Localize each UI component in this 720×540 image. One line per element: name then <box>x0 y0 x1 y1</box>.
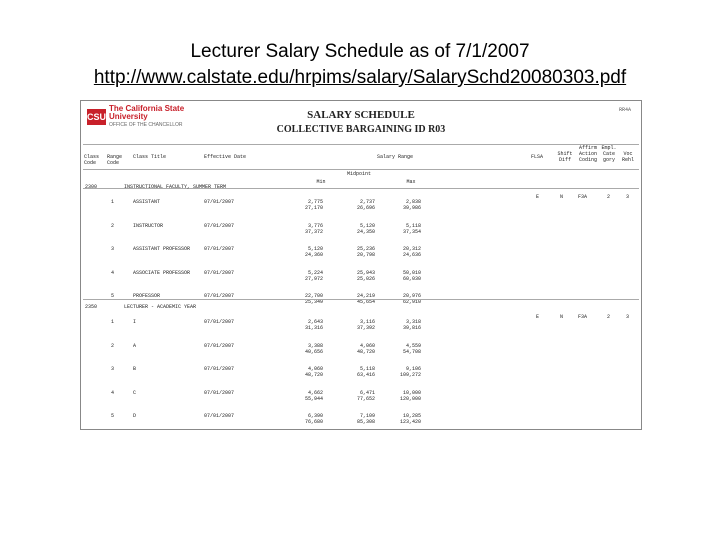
header-effective-date: Effective Date <box>204 154 247 160</box>
salary-min: 4,060 <box>307 366 323 372</box>
header-shift-diff: Shift Diff <box>557 151 573 163</box>
salary-max: 9,106 <box>405 366 421 372</box>
header-empl-category: Empl. Cate gory <box>601 145 617 163</box>
salary-max: 10,000 <box>402 389 421 396</box>
range-code: 4 <box>111 389 115 396</box>
range-code: 2 <box>111 342 115 349</box>
salary-mid-annual: 63,416 <box>356 372 375 378</box>
salary-min: 22,700 <box>304 293 323 299</box>
salary-min: 5,120 <box>307 246 323 252</box>
flsa-value: E <box>536 194 540 200</box>
class-title: B <box>133 366 137 372</box>
effective-date: 07/01/2007 <box>204 413 235 419</box>
schedule-heading: SALARY SCHEDULE <box>307 109 415 121</box>
salary-max-annual: 37,354 <box>402 228 421 235</box>
header-max: Max <box>406 179 416 185</box>
salary-min-annual: 40,656 <box>304 348 323 355</box>
range-code: 3 <box>111 366 115 372</box>
slide-title: Lecturer Salary Schedule as of 7/1/2007 <box>190 41 530 62</box>
salary-max-annual: 120,000 <box>399 395 421 402</box>
salary-min-annual: 55,944 <box>304 395 323 402</box>
salary-mid-annual: 20,798 <box>356 252 375 258</box>
class-code: 2350 <box>85 304 98 310</box>
salary-min-annual: 31,316 <box>304 325 323 331</box>
salary-max-annual: 60,030 <box>402 275 421 282</box>
salary-max-annual: 39,816 <box>402 325 421 331</box>
affirm-action-value: F3A <box>578 194 588 200</box>
header-range-code: Range Code <box>107 154 123 166</box>
salary-min-annual: 24,360 <box>304 252 323 258</box>
salary-mid: 5,118 <box>359 366 375 372</box>
effective-date: 07/01/2007 <box>204 389 235 396</box>
header-salary-range: Salary Range <box>377 154 414 160</box>
effective-date: 07/01/2007 <box>204 342 235 349</box>
salary-min-annual: 76,680 <box>304 419 323 425</box>
shift-diff-value: N <box>560 194 564 200</box>
effective-date: 07/01/2007 <box>204 319 235 325</box>
range-code: 5 <box>111 413 115 419</box>
salary-min-annual: 37,372 <box>304 228 323 235</box>
salary-mid: 5,120 <box>359 222 375 229</box>
class-title: ASSOCIATE PROFESSOR <box>133 269 191 276</box>
salary-mid: 2,737 <box>359 199 375 205</box>
salary-mid-annual: 85,308 <box>356 419 375 425</box>
class-title: A <box>133 342 137 349</box>
effective-date: 07/01/2007 <box>204 222 235 229</box>
salary-min: 3,388 <box>307 342 323 349</box>
salary-min: 4,662 <box>307 389 323 396</box>
effective-date: 07/01/2007 <box>204 269 235 276</box>
salary-max-annual: 123,420 <box>399 419 421 425</box>
salary-min-annual: 27,170 <box>304 205 323 211</box>
class-title: D <box>133 413 137 419</box>
salary-min-annual: 25,349 <box>304 299 323 305</box>
affirm-action-value: F3A <box>578 314 588 320</box>
effective-date: 07/01/2007 <box>204 199 235 205</box>
schedule-pdf-link[interactable]: http://www.calstate.edu/hrpims/salary/SalarySchd20080303.pdf <box>93 67 627 88</box>
salary-mid-annual: 37,392 <box>356 325 375 331</box>
range-code: 1 <box>111 319 115 325</box>
flsa-value: E <box>536 314 540 320</box>
effective-date: 07/01/2007 <box>204 246 235 252</box>
salary-max-annual: 62,910 <box>402 299 421 305</box>
range-code: 4 <box>111 269 115 276</box>
shift-diff-value: N <box>560 314 564 320</box>
salary-max-annual: 54,708 <box>402 348 421 355</box>
salary-mid: 7,109 <box>359 413 375 419</box>
salary-max: 20,976 <box>402 293 421 299</box>
class-title: ASSISTANT PROFESSOR <box>133 246 191 252</box>
csu-logo <box>87 104 199 128</box>
salary-max: 10,285 <box>402 413 421 419</box>
class-group-title: INSTRUCTIONAL FACULTY, SUMMER TERM <box>124 184 227 190</box>
salary-min-annual: 27,972 <box>304 275 323 282</box>
salary-max: 5,118 <box>405 222 421 229</box>
salary-min-annual: 48,720 <box>304 372 323 378</box>
header-affirm-action: Affirm Action Coding <box>578 145 597 163</box>
table-rule <box>83 169 639 170</box>
table-rule <box>83 144 639 145</box>
table-rule <box>83 299 639 300</box>
salary-max: 50,010 <box>402 269 421 276</box>
salary-min: 2,643 <box>307 319 323 325</box>
class-title: PROFESSOR <box>133 293 161 299</box>
salary-mid-annual: 77,652 <box>356 395 375 402</box>
csu-logo-name: The California State University <box>109 104 185 121</box>
salary-mid-annual: 24,350 <box>356 228 375 235</box>
salary-mid-annual: 25,026 <box>356 275 375 282</box>
salary-min: 6,390 <box>307 413 323 419</box>
salary-mid-annual: 45,654 <box>356 299 375 305</box>
class-title: ASSISTANT <box>133 199 161 205</box>
salary-schedule-document <box>80 100 642 430</box>
range-code: 5 <box>111 293 115 299</box>
salary-max: 2,838 <box>405 199 421 205</box>
header-flsa: FLSA <box>531 154 544 160</box>
document-ref-code: RR4A <box>618 107 631 113</box>
salary-mid-annual: 26,696 <box>356 205 375 211</box>
header-midpoint: Midpoint <box>346 171 371 177</box>
salary-max-annual: 109,272 <box>399 372 421 378</box>
effective-date: 07/01/2007 <box>204 293 235 299</box>
class-title: C <box>133 389 137 396</box>
csu-logo-badge: CSU <box>87 109 106 125</box>
voc-rehab-value: 3 <box>626 314 630 320</box>
range-code: 1 <box>111 199 115 205</box>
range-code: 3 <box>111 246 115 252</box>
salary-max-annual: 24,636 <box>402 252 421 258</box>
header-voc-rehab: Voc Rehl <box>621 151 634 163</box>
salary-max: 3,318 <box>405 319 421 325</box>
salary-mid: 25,943 <box>356 269 375 276</box>
salary-mid: 4,060 <box>359 342 375 349</box>
range-code: 2 <box>111 222 115 229</box>
header-class-title: Class Title <box>133 154 167 160</box>
voc-rehab-value: 3 <box>626 194 630 200</box>
class-code: 2300 <box>85 184 98 190</box>
salary-mid: 24,219 <box>356 293 375 299</box>
salary-mid: 25,236 <box>356 246 375 252</box>
salary-min: 3,776 <box>307 222 323 229</box>
empl-category-value: 2 <box>607 314 611 320</box>
empl-category-value: 2 <box>607 194 611 200</box>
csu-logo-office: OFFICE OF THE CHANCELLOR <box>109 122 183 128</box>
header-class-code: Class Code <box>84 154 100 166</box>
salary-mid: 6,471 <box>359 389 375 396</box>
bargaining-unit-heading: COLLECTIVE BARGAINING ID R03 <box>276 124 446 135</box>
effective-date: 07/01/2007 <box>204 366 235 372</box>
salary-mid: 3,116 <box>359 319 375 325</box>
class-title: I <box>133 319 137 325</box>
header-min: Min <box>316 179 326 185</box>
salary-mid-annual: 48,720 <box>356 348 375 355</box>
salary-max: 4,559 <box>405 342 421 349</box>
salary-min: 5,224 <box>307 269 323 276</box>
class-group-title: LECTURER - ACADEMIC YEAR <box>124 304 197 310</box>
salary-max: 20,312 <box>402 246 421 252</box>
class-title: INSTRUCTOR <box>133 222 164 229</box>
salary-min: 2,775 <box>307 199 323 205</box>
salary-max-annual: 39,986 <box>402 205 421 211</box>
